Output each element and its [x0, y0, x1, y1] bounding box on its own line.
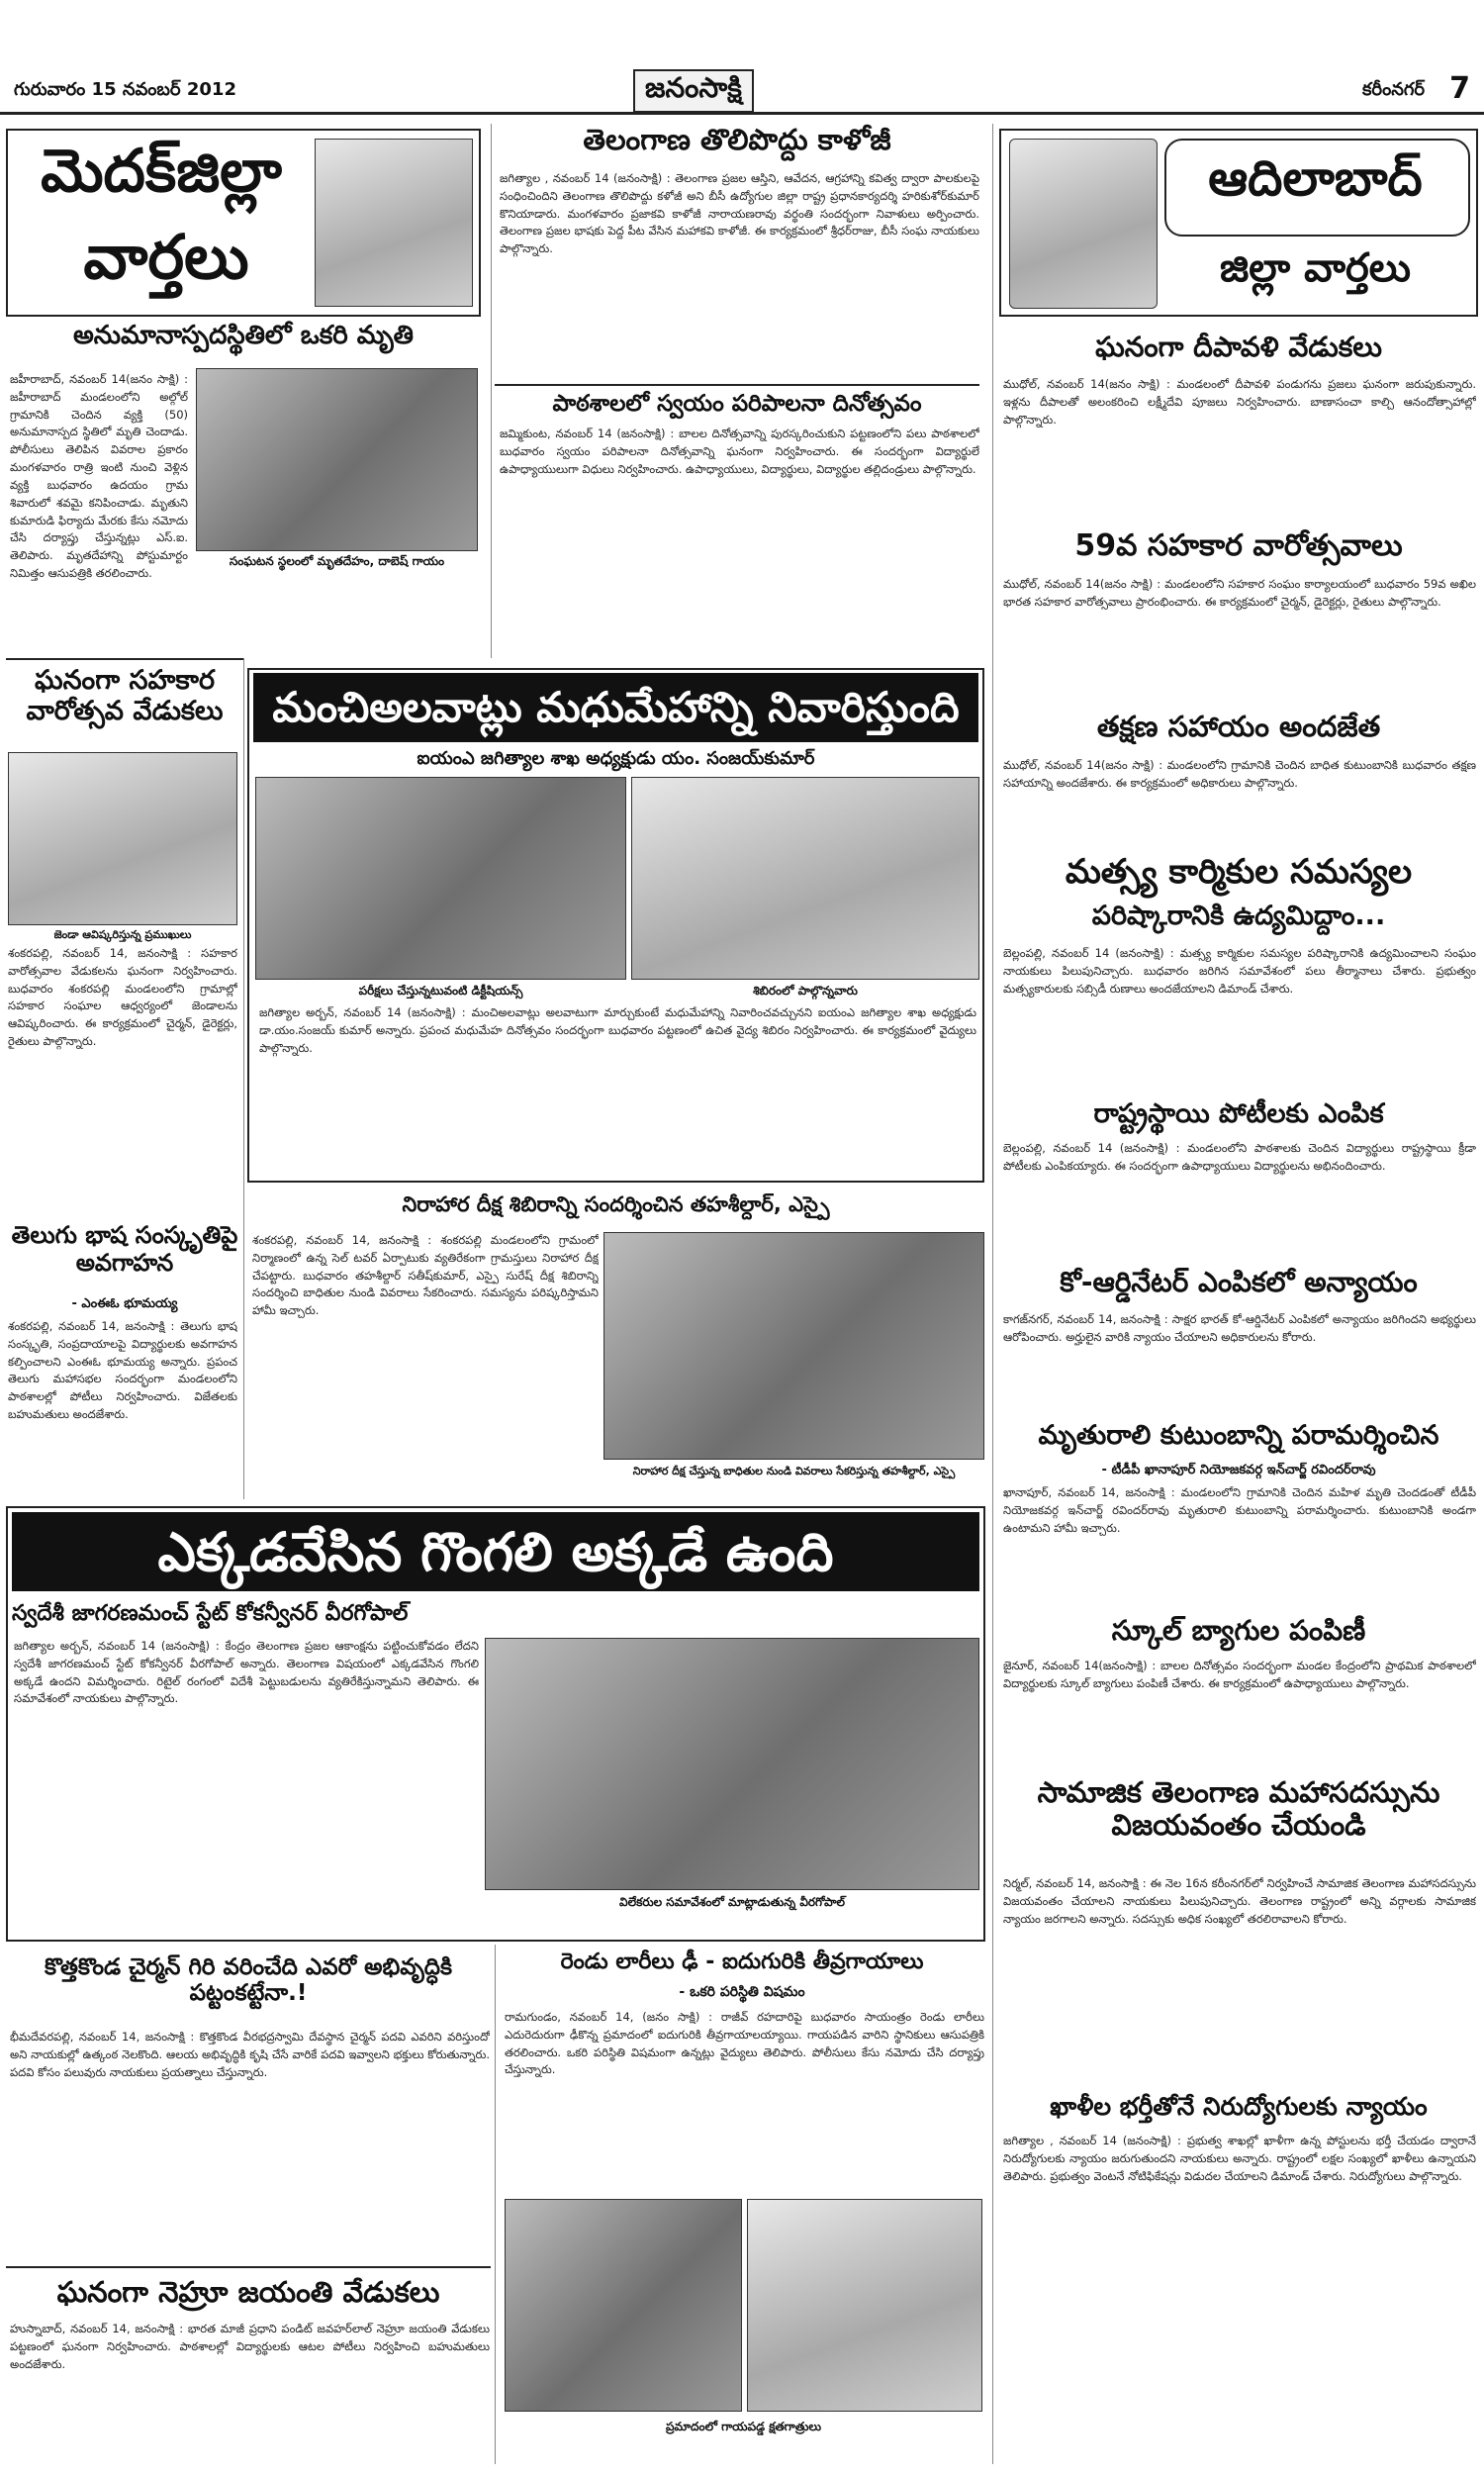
bags-headline: స్కూల్ బ్యాగుల పంపిణీ — [1111, 1614, 1366, 1647]
telugu-byline: - ఎంఈఓ భూమయ్య — [71, 1296, 178, 1311]
samajika-body: నిర్మల్, నవంబర్ 14, జనంసాక్షి : ఈ నెల 16న కరీంనగర్‌లో నిర్వహించే సామాజిక తెలంగాణ మహాసదస్సును విజయవంతం చేయాలని నాయకులు పిలుపునిచ్చారు. తెలంగాణ రాష్ట్రంలో అన్ని వర్గాలకు సామాజిక న్యాయం జరగాలని అన్నారు. సదస్సుకు అధిక సంఖ్యలో తరలిరావాలని కోరారు. — [1003, 1876, 1476, 1926]
medak-story-photo — [196, 368, 478, 551]
diabetes-byline: ఐయంఎ జగిత్యాల శాఖ అధ్యక్షుడు యం. సంజయ్‌కుమార్ — [417, 748, 815, 769]
medak-story-body-cont — [196, 579, 478, 653]
medak-story-caption: సంఘటన స్థలంలో మృతదేహం, దాబెష్ గాయం — [229, 554, 445, 568]
medak-title-line1: మెదక్‌జిల్లా — [41, 137, 282, 206]
matsya-subhead: పరిష్కారానికి ఉద్యమిద్దాం... — [1091, 901, 1386, 931]
lorry-photo-left — [505, 2199, 742, 2412]
kothakonda-headline: కొత్తకొండ చైర్మన్ గిరి వరించేది ఎవరో అభివృద్ధికి పట్టంకట్టేనా.! — [45, 1954, 452, 2007]
medak-story-headline: అనుమానాస్పదస్థితిలో ఒకరి మృతి — [73, 321, 414, 350]
nirahara-headline: నిరాహార దీక్ష శిబిరాన్ని సందర్శించిన తహశీల్దార్, ఎస్పై — [402, 1192, 830, 1216]
sahakara-body: శంకరపల్లి, నవంబర్ 14, జనంసాక్షి : సహకార వారోత్సవాల వేడుకలను ఘనంగా నిర్వహించారు. బుధవారం శంకరపల్లి మండలంలోని గ్రామాల్లో సహకార సంఘాల ఆధ్వర్యంలో జెండాలను ఆవిష్కరించారు. ఈ కార్యక్రమంలో చైర్మన్, డైరెక్టర్లు, రైతులు పాల్గొన్నారు. — [8, 946, 237, 1049]
telugu-headline: తెలుగు భాష సంస్కృతిపై అవగాహన — [11, 1221, 238, 1277]
sahakara59-headline: 59వ సహకార వారోత్సవాలు — [1074, 528, 1403, 563]
rashtra-body: బెల్లంపల్లి, నవంబర్ 14 (జనంసాక్షి) : మండలంలోని పాఠశాలకు చెందిన విద్యార్థులు రాష్ట్రస్థాయి క్రీడా పోటీలకు ఎంపికయ్యారు. ఈ సందర్భంగా ఉపాధ్యాయులు విద్యార్థులను అభినందించారు. — [1003, 1141, 1476, 1173]
kaloji-headline: తెలంగాణ తొలిపొద్దు కాళోజీ — [583, 123, 891, 156]
nehru-body: హుస్నాబాద్, నవంబర్ 14, జనంసాక్షి : భారత మాజీ ప్రధాని పండిట్ జవహర్‌లాల్ నెహ్రూ జయంతి వేడుకలు పట్టణంలో ఘనంగా నిర్వహించారు. పాఠశాలల్లో విద్యార్థులకు ఆటల పోటీలు నిర్వహించి బహుమతులు అందజేశారు. — [10, 2322, 490, 2371]
rule — [495, 384, 979, 386]
lorry-body: రామగుండం, నవంబర్ 14, (జనం సాక్షి) : రాజీవ్ రహదారిపై బుధవారం సాయంత్రం రెండు లారీలు ఎదురెదురుగా ఢీకొన్న ప్రమాదంలో ఐదుగురికి తీవ్రగాయాలయ్యాయి. గాయపడిన వారిని స్థానికులు ఆసుపత్రికి తరలించారు. ఒకరి పరిస్థితి విషమంగా ఉన్నట్లు వైద్యులు తెలిపారు. పోలీసులు కేసు నమోదు చేసి దర్యాప్తు చేస్తున్నారు. — [505, 2010, 984, 2077]
diabetes-photo-left — [255, 777, 626, 980]
matsya-headline: మత్స్య కార్మికుల సమస్యల — [1065, 852, 1413, 892]
diabetes-caption-left: పరీక్షలు చేస్తున్నటువంటి డిక్టీషియన్స్ — [358, 984, 523, 998]
church-photo — [315, 139, 473, 307]
sahakara-headline: ఘనంగా సహకార వారోత్సవ వేడుకలు — [26, 665, 224, 727]
coord-headline: కో-ఆర్డినేటర్ ఎంపికలో అన్యాయం — [1060, 1266, 1418, 1298]
issue-date: గురువారం 15 నవంబర్ 2012 — [14, 79, 236, 100]
medak-section-box — [6, 129, 481, 317]
lorry-headline: రెండు లారీలు ఢీ - ఐదుగురికి తీవ్రగాయాలు — [560, 1950, 924, 1974]
column-divider — [243, 658, 244, 1499]
gongali-body: జగిత్యాల అర్బన్, నవంబర్ 14 (జనంసాక్షి) : కేంద్రం తెలంగాణ ప్రజల ఆకాంక్షను పట్టించుకోవడం లేదని స్వదేశీ జాగరణమంచ్ స్టేట్ కోకన్వీనర్ వీరగోపాల్ అన్నారు. తెలంగాణ విషయంలో ఎక్కడవేసిన గొంగలి అక్కడే ఉందని విమర్శించారు. రిటైల్ రంగంలో విదేశీ పెట్టుబడులను వ్యతిరేకిస్తున్నామని తెలిపారు. ఈ సమావేశంలో నాయకులు పాల్గొన్నారు. — [14, 1639, 479, 1706]
matsya-body: బెల్లంపల్లి, నవంబర్ 14 (జనంసాక్షి) : మత్స్య కార్మికుల సమస్యల పరిష్కారానికి ఉద్యమించాలని సంఘం నాయకులు పిలుపునిచ్చారు. బుధవారం జరిగిన సమావేశంలో పలు తీర్మానాలు చేశారు. ప్రభుత్వం మత్స్యకారులకు సబ్సిడీ రుణాలు అందజేయాలని డిమాండ్ చేశారు. — [1003, 946, 1476, 996]
adilabad-section-box — [999, 129, 1478, 317]
gongali-banner: ఎక్కడవేసిన గొంగలి అక్కడే ఉంది — [12, 1512, 979, 1591]
deepavali-body: ముధోల్, నవంబర్ 14(జనం సాక్షి) : మండలంలో దీపావళి పండుగను ప్రజలు ఘనంగా జరుపుకున్నారు. ఇళ్లను దీపాలతో అలంకరించి లక్ష్మీదేవి పూజలు నిర్వహించారు. బాణాసంచా కాల్చి ఆనందోత్సాహాల్లో పాల్గొన్నారు. — [1003, 377, 1476, 427]
gongali-caption: విలేకరుల సమావేశంలో మాట్లాడుతున్న వీరగోపాల్ — [619, 1895, 845, 1909]
sahakara59-body: ముధోల్, నవంబర్ 14(జనం సాక్షి) : మండలంలోని సహకార సంఘం కార్యాలయంలో బుధవారం 59వ అఖిల భారత సహకార వారోత్సవాలు ప్రారంభించారు. ఈ కార్యక్రమంలో చైర్మన్, డైరెక్టర్లు, రైతులు పాల్గొన్నారు. — [1003, 577, 1476, 609]
nehru-headline: ఘనంగా నెహ్రూ జయంతి వేడుకలు — [56, 2275, 440, 2309]
rule — [6, 2266, 491, 2268]
masthead — [0, 69, 1484, 115]
medak-story-body: జహీరాబాద్, నవంబర్ 14(జనం సాక్షి) : జహీరాబాద్ మండలంలోని అల్గోల్ గ్రామానికి చెందిన వ్యక్తి (50) అనుమానాస్పద స్థితిలో మృతి చెందాడు. పోలీసులు తెలిపిన వివరాల ప్రకారం మంగళవారం రాత్రి ఇంటి నుంచి వెళ్లిన వ్యక్తి బుధవారం ఉదయం గ్రామ శివారులో శవమై కనిపించాడు. మృతుని కుమారుడి ఫిర్యాదు మేరకు కేసు నమోదు చేసి దర్యాప్తు చేస్తున్నట్లు ఎస్.ఐ. తెలిపారు. మృతదేహాన్ని పోస్టుమార్టం నిమిత్తం ఆసుపత్రికి తరలించారు. — [10, 372, 188, 580]
samajika-headline: సామాజిక తెలంగాణ మహాసదస్సును విజయవంతం చేయండి — [1037, 1775, 1440, 1843]
coord-body: కాగజ్‌నగర్, నవంబర్ 14, జనంసాక్షి : సాక్షర భారత్ కో-ఆర్డినేటర్ ఎంపికలో అన్యాయం జరిగిందని అభ్యర్థులు ఆరోపించారు. అర్హులైన వారికి న్యాయం చేయాలని అధికారులను కోరారు. — [1003, 1312, 1476, 1344]
adilabad-figure-illustration — [1009, 139, 1158, 309]
rule — [6, 658, 243, 660]
column-divider — [495, 1945, 496, 2464]
header-rule — [0, 112, 1484, 115]
gongali-photo — [485, 1638, 979, 1890]
adilabad-title-line2: జిల్లా వార్తలు — [1220, 244, 1411, 291]
adilabad-title-line1: ఆదిలాబాద్ — [1208, 148, 1423, 207]
diabetes-caption-right: శిబిరంలో పాల్గొన్నవారు — [753, 984, 858, 998]
page-number: 7 — [1449, 71, 1470, 106]
diabetes-body: జగిత్యాల అర్బన్, నవంబర్ 14 (జనంసాక్షి) : మంచిఅలవాట్లు అలవాటుగా మార్చుకుంటే మధుమేహాన్ని నివారించవచ్చునని ఐయంఎ జగిత్యాల శాఖ అధ్యక్షుడు డా.యం.సంజయ్ కుమార్ అన్నారు. ప్రపంచ మధుమేహ దినోత్సవం సందర్భంగా బుధవారం పట్టణంలో ఉచిత వైద్య శిబిరం నిర్వహించారు. ఈ కార్యక్రమంలో వైద్యులు పాల్గొన్నారు. — [259, 1005, 976, 1055]
paramarsha-body: ఖానాపూర్, నవంబర్ 14, జనంసాక్షి : మండలంలోని గ్రామానికి చెందిన మహిళ మృతి చెందడంతో టీడీపీ నియోజకవర్గ ఇన్‌చార్జ్ రవిందర్‌రావు మృతురాలి కుటుంబాన్ని పరామర్శించారు. కుటుంబానికి అండగా ఉంటామని హామీ ఇచ్చారు. — [1003, 1485, 1476, 1535]
sahakara-photo — [8, 752, 237, 925]
kothakonda-body: భీమదేవరపల్లి, నవంబర్ 14, జనంసాక్షి : కొత్తకొండ వీరభద్రస్వామి దేవస్థాన చైర్మన్ పదవి ఎవరిని వరిస్తుందో అని నాయకుల్లో ఉత్కంఠ నెలకొంది. ఆలయ అభివృద్ధికి కృషి చేసే వారికే పదవి ఇవ్వాలని భక్తులు కోరుతున్నారు. పదవి కోసం పలువురు నాయకులు ప్రయత్నాలు చేస్తున్నారు. — [10, 2030, 490, 2079]
paramarsha-headline: మృతురాలి కుటుంబాన్ని పరామర్శించిన — [1038, 1420, 1439, 1451]
lorry-caption: ప్రమాదంలో గాయపడ్డ క్షతగాత్రులు — [665, 2420, 822, 2433]
sahakara-caption: జెండా ఆవిష్కరిస్తున్న ప్రముఖులు — [53, 928, 192, 941]
nirahara-photo — [603, 1232, 984, 1460]
school-body: జమ్మికుంట, నవంబర్ 14 (జనంసాక్షి) : బాలల దినోత్సవాన్ని పురస్కరించుకుని పట్టణంలోని పలు పాఠశాలలో బుధవారం స్వయం పరిపాలనా దినోత్సవాన్ని ఘనంగా నిర్వహించారు. ఈ సందర్భంగా విద్యార్థులే ఉపాధ్యాయులుగా విధులు నిర్వహించారు. ఉపాధ్యాయులు, విద్యార్థులు, విద్యార్థుల తల్లిదండ్రులు పాల్గొన్నారు. — [500, 427, 979, 476]
diabetes-photo-right — [631, 777, 979, 980]
nirahara-caption: నిరాహార దీక్ష చేస్తున్న బాధితుల నుండి వివరాలు సేకరిస్తున్న తహశీల్దార్, ఎస్పై — [632, 1465, 956, 1477]
rashtra-headline: రాష్ట్రస్థాయి పోటీలకు ఎంపిక — [1093, 1098, 1384, 1129]
sahayam-body: ముధోల్, నవంబర్ 14(జనం సాక్షి) : మండలంలోని గ్రామానికి చెందిన బాధిత కుటుంబానికి బుధవారం తక్షణ సహాయాన్ని అందజేశారు. ఈ కార్యక్రమంలో అధికారులు పాల్గొన్నారు. — [1003, 758, 1476, 790]
telugu-body: శంకరపల్లి, నవంబర్ 14, జనంసాక్షి : తెలుగు భాష సంస్కృతి, సంప్రదాయాలపై విద్యార్థులకు అవగాహన కల్పించాలని ఎంఈఓ భూమయ్య అన్నారు. ప్రపంచ తెలుగు మహాసభల సందర్భంగా మండలంలోని పాఠశాలల్లో పోటీలు నిర్వహించారు. విజేతలకు బహుమతులు అందజేశారు. — [8, 1319, 237, 1422]
edition-town: కరీంనగర్ — [1362, 79, 1425, 100]
khali-headline: ఖాళీల భర్తీతోనే నిరుద్యోగులకు న్యాయం — [1050, 2092, 1428, 2121]
column-divider — [992, 124, 993, 2464]
paramarsha-byline: - టీడీపీ ఖానాపూర్ నియోజకవర్గ ఇన్‌చార్జ్ రవిందర్‌రావు — [1101, 1463, 1376, 1477]
deepavali-headline: ఘనంగా దీపావళి వేడుకలు — [1095, 331, 1382, 363]
kaloji-body: జగిత్యాల , నవంబర్ 14 (జనంసాక్షి) : తెలంగాణ ప్రజల ఆస్తిని, ఆవేదన, ఆగ్రహాన్ని కవిత్వ ద్వారా పాలకులపై సంధించిందిని తెలంగాణ తొలిపొద్దు కళోజీ అని బీసీ ఉద్యోగుల జిల్లా రాష్ట్ర ప్రధానకార్యదర్శి హరికుశోర్‌కుమార్ కొనియాడారు. మంగళవారం ప్రజాకవి కాళోజీ నారాయణరావు వర్థంతి సందర్భంగా నివాళులు అర్పించారు. తెలంగాణ ప్రజల భాషకు పెద్ద పీట వేసిన మహాకవి కాళోజీ. ఈ కార్యక్రమంలో శ్రీధర్‌రాజు, బీసీ సంఘ నాయకులు పాల్గొన్నారు. — [500, 171, 979, 256]
school-headline: పాఠశాలలో స్వయం పరిపాలనా దినోత్సవం — [552, 391, 922, 417]
sahayam-headline: తక్షణ సహాయం అందజేత — [1096, 710, 1381, 743]
lorry-photo-right — [747, 2199, 982, 2412]
column-divider — [491, 124, 492, 658]
medak-title-line2: వార్తలు — [83, 221, 249, 293]
bags-body: జైనూర్, నవంబర్ 14(జనంసాక్షి) : బాలల దినోత్సవం సందర్భంగా మండల కేంద్రంలోని ప్రాథమిక పాఠశాలలో విద్యార్థులకు స్కూల్ బ్యాగులు పంపిణీ చేశారు. ఈ కార్యక్రమంలో ఉపాధ్యాయులు పాల్గొన్నారు. — [1003, 1659, 1476, 1690]
khali-body: జగిత్యాల , నవంబర్ 14 (జనంసాక్షి) : ప్రభుత్వ శాఖల్లో ఖాళీగా ఉన్న పోస్టులను భర్తీ చేయడం ద్వారానే నిరుద్యోగులకు న్యాయం జరుగుతుందని నాయకులు అన్నారు. రాష్ట్రంలో లక్షల సంఖ్యలో ఖాళీలు ఉన్నాయని తెలిపారు. ప్రభుత్వం వెంటనే నోటిఫికేషన్లు విడుదల చేయాలని డిమాండ్ చేశారు. నిరుద్యోగులు పాల్గొన్నారు. — [1003, 2134, 1476, 2183]
lorry-byline: - ఒకరి పరిస్థితి విషమం — [679, 1984, 805, 2000]
diabetes-banner: మంచిఅలవాట్లు మధుమేహాన్ని నివారిస్తుంది — [253, 673, 978, 742]
gongali-subhead: స్వదేశీ జాగరణమంచ్ స్టేట్ కోకన్వీనర్ వీరగోపాల్ — [12, 1601, 409, 1626]
newspaper-logo: జనంసాక్షి — [633, 69, 754, 113]
nirahara-body: శంకరపల్లి, నవంబర్ 14, జనంసాక్షి : శంకరపల్లి మండలంలోని గ్రామంలో నిర్మాణంలో ఉన్న సెల్ టవర్ ఏర్పాటుకు వ్యతిరేకంగా గ్రామస్తులు నిరాహార దీక్ష చేపట్టారు. బుధవారం తహశీల్దార్ సతీష్‌కుమార్, ఎస్పై సురేష్ దీక్ష శిబిరాన్ని సందర్శించి బాధితుల నుండి వివరాలు సేకరించారు. సమస్యను పరిష్కరిస్తామని హామీ ఇచ్చారు. — [252, 1233, 599, 1318]
